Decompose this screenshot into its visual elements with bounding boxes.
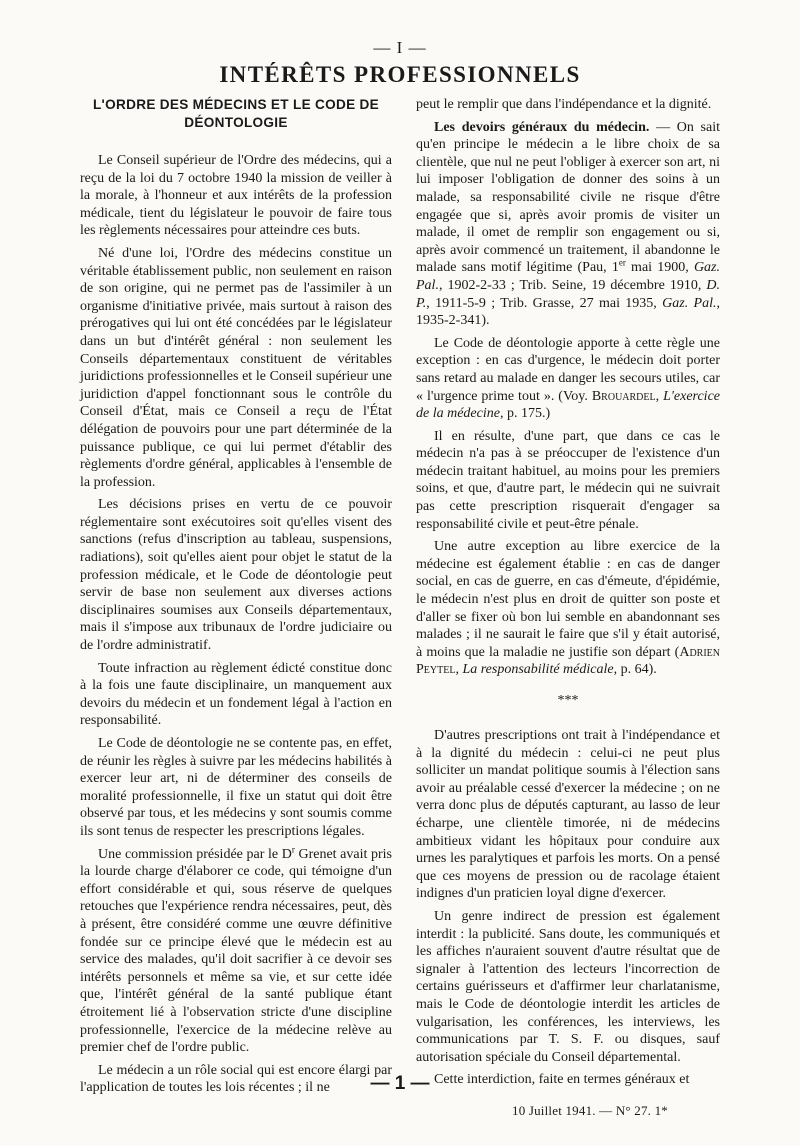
right-column: [416, 96, 720, 1094]
paragraph: Le Conseil supérieur de l'Ordre des médecins, qui a reçu de la loi du 7 octobre 1940 la mission de veiller à la morale, à l'honneur et aux intérêts de la profession médicale, tient du législateur le pouvoir de faire tous les règlements nécessaires pour atteindre ces buts.: [80, 153, 392, 239]
paragraph-exception: Une autre exception au libre exercice de la médecine est également établie : en cas de danger social, en cas de guerre, en cas d'émeute, d'épidémie, le médecin n'est plus en droit de quitter son poste et d'aller se fixer où bon lui semble en abandonnant ses malades ; il ne saurait le faire que s'il y était autorisé, à moins que la maladie ne justifie son départ (Adrien Peytel, La responsabilité médicale, p. 64).: [416, 539, 720, 678]
paragraph: D'autres prescriptions ont trait à l'indépendance et à la dignité du médecin : celui-ci ne peut plus solliciter un mandat politique soumis à l'élection sans avoir au préalable cessé d'exercer la médecine ; on ne verra donc plus de députés capturant, au lasso de leur écharpe, une clientèle timorée, ni de médecins ambitieux vidant les hôpitaux pour conduire aux urnes les paralytiques et parfois les morts. On a pensé que ces moyens de pression ou de racolage étaient indignes d'un praticien loyal digne d'exercer.: [416, 728, 720, 902]
main-title: INTÉRÊTS PROFESSIONNELS: [219, 62, 581, 87]
run-in-heading: Les devoirs généraux du médecin.: [434, 119, 650, 135]
section-heading: L'ORDRE DES MÉDECINS ET LE CODE DE DÉONTOLOGIE: [92, 97, 380, 130]
paragraph: Né d'une loi, l'Ordre des médecins constitue un véritable établissement public, non seulement en raison de son origine, qui ne permet pas de l'assimiler à un organisme d'initiative privée, mais surtout à raison des prérogatives qui lui ont été concédées par le législateur dans un but d'intérêt général : non seulement les Conseils départementaux constituent de véritables juridictions professionnelles et le Conseil supérieur une juridiction d'appel fonctionnant sous le contrôle du Conseil d'État, mais ce Conseil a reçu de l'État délégation de pouvoirs pour une part déterminée de la puissance publique, ce qui lui permet d'établir des règlements d'ordre général, applicables à l'ensemble de la profession.: [80, 245, 392, 490]
paragraph: Il en résulte, d'une part, que dans ce cas le médecin n'a pas à se préoccuper de l'existence d'un médecin traitant habituel, au moins pour les premiers soins, et que, d'autre part, le médecin qui ne suivrait pas cette prescription risquerait d'engager sa responsabilité civile et peut-être pénale.: [416, 428, 720, 532]
paragraph: Les décisions prises en vertu de ce pouvoir réglementaire sont exécutoires soit qu'elles visent des sanctions (refus d'inscription au tableau, suspensions, radiations), soit qu'elles aient pour objet le statut de la profession médicale, et le Code de déontologie peut servir de base non seulement aux diverses actions disciplinaires soumises aux Conseils départementaux, mais il s'impose aux tribunaux de l'ordre judiciaire ou de l'ordre administratif.: [80, 497, 392, 654]
paragraph-grenet: Une commission présidée par le $D^r$ Grenet avait pris la lourde charge d'élaborer ce code, qui témoigne d'un effort considérable et qui, sous réserve de quelques retouches que l'expérience rendra nécessaires, peut, dès à présent, être considéré comme une œuvre définitive fondée sur ce principe élevé que le médecin est au service des malades, qu'il doit sacrifier à ce devoir ses intérêts personnels et même sa vie, et sur cette idée que, l'intérêt général de la santé publique étant étroitement lié à l'observation stricte d'une discipline professionnelle, l'exercice de la médecine relève au premier chef de l'ordre public.: [80, 843, 393, 1056]
page-folio: — I —: [373, 38, 427, 57]
paragraph-devoirs: Les devoirs généraux du médecin. — On sait qu'en principe le médecin a le libre choix de sa clientèle, que nul ne peut l'obliger à exercer son art, ni lui imposer l'obligation de donner des soins à un malade, sa responsabilité civile ne risque d'être engagée que si, après avoir promis de visiter un malade, il omet de remplir son engagement ou si, après avoir commencé un traitement, il abandonne le malade sans motif légitime (Pau, 1er mai 1900, Gaz. Pal., 1902-2-33 ; Trib. Seine, 19 décembre 1910, D. P., 1911-5-9 ; Trib. Grasse, 27 mai 1935, Gaz. Pal., 1935-2-341).: [416, 119, 720, 329]
paragraph: Toute infraction au règlement édicté constitue donc à la fois une faute disciplinaire, un manquement aux devoirs du médecin et un fondement légal à l'action en responsabilité.: [80, 660, 392, 729]
paragraph: Le Code de déontologie ne se contente pas, en effet, de réunir les règles à suivre par les médecins habilités à exercer leur art, ni de déterminer des conseils de moralité professionnelle, il fixe un statut qui doit être observé par tous, et les médecins y sont soumis comme ils sont tenus de respecter les prescriptions légales.: [80, 736, 392, 839]
page-number: — 1 —: [370, 1073, 430, 1094]
asterism-separator: ***: [557, 693, 579, 708]
paragraph-urgence: Le Code de déontologie apporte à cette règle une exception : en cas d'urgence, le médecin doit porter sans retard au malade en danger les secours utiles, car « l'urgence prime tout ». (Voy. Brouardel, L'exercice de la médecine, p. 175.): [416, 335, 720, 422]
issue-date-line: 10 Juillet 1941. — N° 27. 1*: [512, 1103, 668, 1118]
paragraph: Un genre indirect de pression est également interdit : la publicité. Sans doute, les communiqués et les affiches n'auraient souvent d'autre résultat que de signaler à l'attention des lecteurs l'incorrection de certains guérisseurs et d'affirmer leur charlatanisme, mais le Code de déontologie interdit les articles de vulgarisation, les conférences, les interviews, les communications par T. S. F. ou disques, sauf autorisation spéciale du Conseil départemental.: [416, 908, 720, 1065]
left-column: [80, 96, 392, 1102]
paragraph: Le médecin a un rôle social qui est encore élargi par l'application de toutes les lois récentes ; il ne: [80, 1062, 392, 1096]
paragraph-continuation: peut le remplir que dans l'indépendance et la dignité.: [416, 97, 712, 112]
paragraph: Cette interdiction, faite en termes généraux et: [434, 1072, 690, 1088]
